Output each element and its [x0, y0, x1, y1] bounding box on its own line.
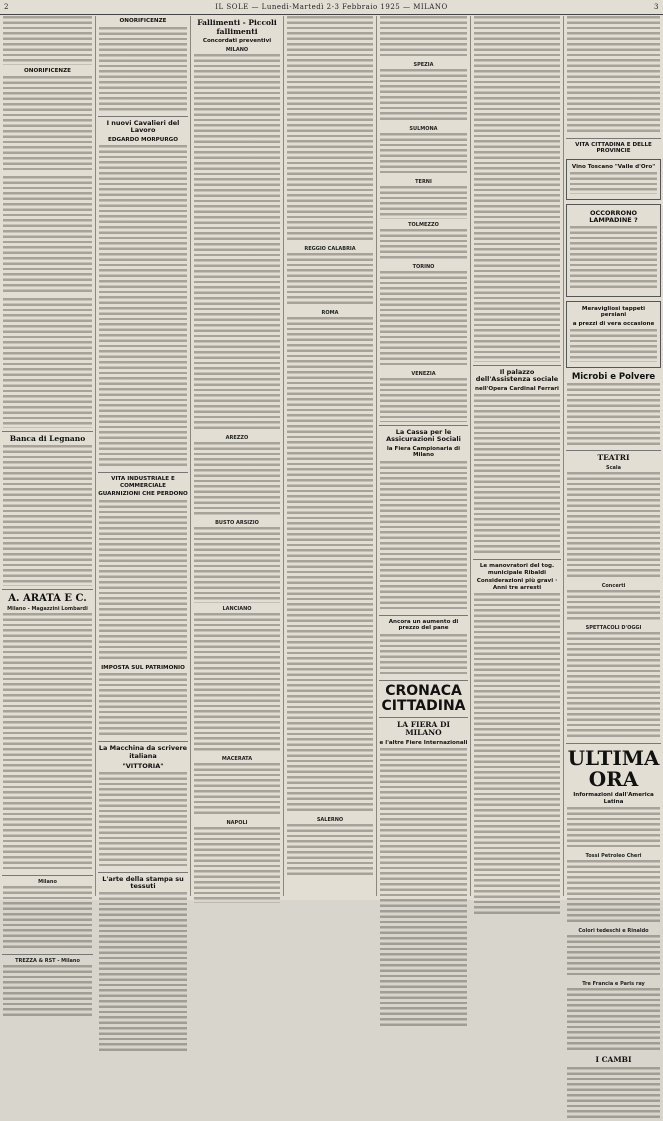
- city-heading: VENEZIA: [411, 371, 436, 378]
- body-text: [570, 172, 657, 194]
- column-4: [283, 16, 376, 896]
- section-heading: La Macchina da scrivere italiana: [98, 744, 188, 760]
- body-text: [380, 378, 467, 421]
- ad-subheading: Milano - Magazzini Lombardi: [7, 605, 88, 612]
- section-heading: Banca di Legnano: [9, 433, 86, 443]
- body-text: [3, 298, 92, 428]
- city-heading: MACERATA: [221, 756, 253, 763]
- body-text: [99, 500, 187, 662]
- body-text: [99, 772, 187, 869]
- column-3: [190, 16, 283, 896]
- section-heading: I CAMBI: [595, 1055, 632, 1065]
- section-subheading: nell'Opera Cardinal Ferrari: [475, 385, 559, 392]
- column-2: [95, 16, 190, 896]
- section-heading: Fallimenti - Piccoli fallimenti: [197, 18, 277, 36]
- ad-box-tappeti: [566, 301, 661, 368]
- divider: [2, 875, 93, 876]
- body-text: [380, 748, 467, 1029]
- divider: [98, 116, 188, 117]
- section-heading: La Cassa per le Assicurazioni Sociali: [386, 427, 461, 444]
- city-heading: MILANO: [225, 46, 249, 53]
- section-subheading: Scala: [605, 464, 622, 471]
- ad-box-vino: [566, 159, 661, 200]
- section-subheading: GUARNIZIONI CHE PERDONO: [98, 491, 188, 498]
- column-1: [0, 16, 95, 964]
- body-text: [194, 442, 280, 518]
- body-text: [380, 16, 467, 59]
- masthead-title: IL SOLE — Lunedì-Martedì 2-3 Febbraio 1925 — MILANO: [215, 3, 448, 11]
- body-text: [194, 527, 280, 603]
- city-heading: LANCIANO: [222, 605, 252, 612]
- body-text: [567, 988, 660, 1053]
- section-heading: ONORIFICENZE: [24, 67, 71, 74]
- body-text: [3, 176, 92, 295]
- ad-title: Meravigliosi tappeti persiani: [581, 305, 646, 319]
- body-text: [570, 226, 657, 291]
- body-text: [474, 394, 560, 556]
- section-subheading: Tre Francia e Paris ray: [582, 981, 645, 988]
- ad-subtitle: a prezzi di vera occasione: [572, 320, 655, 327]
- divider: [98, 472, 188, 473]
- city-heading: BUSTO ARSIZIO: [215, 520, 259, 527]
- section-subheading: Concordati preventivi: [202, 38, 272, 44]
- section-heading: VITA CITTADINA E DELLE PROVINCIE: [575, 141, 652, 155]
- section-heading: Le manovratori del tog. municipale Ribaldi: [479, 563, 555, 576]
- section-heading: VITA INDUSTRIALE E COMMERCIALE: [111, 476, 175, 489]
- city-heading: REGGIO CALABRIA: [304, 245, 356, 252]
- body-text: [99, 27, 187, 113]
- body-text: [380, 186, 467, 218]
- body-text: [194, 54, 280, 432]
- section-heading: LA FIERA DI MILANO: [397, 719, 450, 738]
- body-text: [287, 253, 373, 307]
- body-text: [99, 673, 187, 738]
- city-heading: TORINO: [412, 264, 435, 271]
- divider: [566, 743, 661, 744]
- divider: [473, 559, 561, 560]
- body-text: [3, 76, 92, 173]
- section-heading: L'arte della stampa su tessuti: [102, 874, 184, 891]
- section-subheading: SPETTACOLI D'OGGI: [585, 625, 642, 632]
- body-text: [567, 590, 660, 622]
- divider: [2, 954, 93, 955]
- divider: [566, 450, 661, 451]
- body-text: [567, 935, 660, 978]
- body-text: [570, 329, 657, 361]
- section-subheading: Colori tedeschi e Rinaldo: [578, 928, 649, 935]
- ad-title: Microbi e Polvere: [571, 371, 656, 382]
- divider: [2, 431, 93, 432]
- column-6: [470, 16, 563, 896]
- body-text: [99, 892, 187, 1054]
- body-text: [567, 1067, 660, 1121]
- body-text: [380, 634, 467, 677]
- body-text: [474, 16, 560, 362]
- footer-heading: Milano: [38, 878, 57, 885]
- ad-title: OCCORRONO LAMPADINE ?: [589, 208, 638, 225]
- section-subheading: EDGARDO MORPURGO: [108, 136, 178, 143]
- body-text: [287, 824, 373, 878]
- section-banner: ULTIMA ORA: [567, 746, 660, 792]
- body-text: [194, 763, 280, 817]
- section-subheading: Tossi Petroleo Cheri: [585, 853, 642, 860]
- body-text: [3, 965, 92, 1019]
- divider: [98, 872, 188, 873]
- divider: [566, 138, 661, 139]
- city-heading: SPEZIA: [413, 62, 434, 69]
- city-heading: TERNI: [415, 179, 432, 186]
- section-heading: Il palazzo dell'Assistenza sociale: [475, 367, 559, 384]
- section-subheading: Concerti: [601, 582, 626, 589]
- section-heading: I nuovi Cavalieri del Lavoro: [106, 118, 180, 135]
- body-text: [380, 271, 467, 368]
- divider: [2, 589, 93, 590]
- body-text: [567, 632, 660, 740]
- ad-box-lampadine: [566, 204, 661, 297]
- section-subheading: la Fiera Campionaria di Milano: [386, 445, 461, 459]
- column-7: [563, 16, 663, 1065]
- section-heading: ONORIFICENZE: [119, 18, 167, 24]
- page-number-right: 3: [654, 3, 659, 11]
- body-text: [287, 16, 373, 243]
- city-heading: AREZZO: [225, 434, 249, 441]
- body-text: [3, 445, 92, 585]
- body-text: [3, 16, 92, 65]
- body-text: [194, 827, 280, 903]
- body-text: [194, 613, 280, 753]
- section-heading: Ancora un aumento di prezzo del pane: [388, 618, 459, 632]
- body-text: [567, 16, 660, 135]
- section-heading: IMPOSTA SUL PATRIMONIO: [101, 664, 185, 671]
- body-text: [380, 229, 467, 261]
- city-heading: TOLMEZZO: [408, 221, 439, 228]
- city-heading: SALERNO: [316, 816, 344, 823]
- body-text: [380, 133, 467, 176]
- body-text: [287, 317, 373, 814]
- section-banner: CRONACA CITTADINA: [381, 682, 466, 714]
- body-text: [380, 69, 467, 123]
- city-heading: ROMA: [321, 309, 339, 316]
- body-text: [567, 860, 660, 925]
- body-text: [567, 807, 660, 850]
- ad-title: Vino Toscano "Valle d'Oro": [571, 163, 656, 170]
- section-subheading: Considerazioni più gravi · Anni tre arresti: [476, 578, 558, 591]
- footer-heading: TREZZA & RST - Milano: [15, 957, 80, 964]
- city-heading: SULMONA: [409, 126, 438, 133]
- divider: [379, 615, 468, 616]
- divider: [379, 717, 468, 718]
- body-text: [567, 383, 660, 448]
- section-subheading: "VITTORIA": [122, 762, 164, 771]
- body-text: [380, 461, 467, 612]
- section-subheading: e l'altre Fiere Internazionali: [379, 739, 468, 746]
- page-number-left: 2: [4, 3, 9, 11]
- divider: [379, 425, 468, 426]
- body-text: [567, 472, 660, 580]
- column-5: [376, 16, 470, 896]
- ad-heading: A. ARATA E C.: [8, 592, 87, 604]
- body-text: [474, 593, 560, 917]
- divider: [473, 365, 561, 366]
- divider: [379, 680, 468, 681]
- divider: [98, 741, 188, 742]
- city-heading: NAPOLI: [226, 820, 248, 827]
- section-heading: Informazioni dall'America Latina: [573, 792, 654, 805]
- masthead: [0, 0, 663, 15]
- section-heading: TEATRI: [597, 453, 630, 463]
- body-text: [99, 145, 187, 469]
- body-text: [3, 613, 92, 872]
- body-text: [3, 886, 92, 951]
